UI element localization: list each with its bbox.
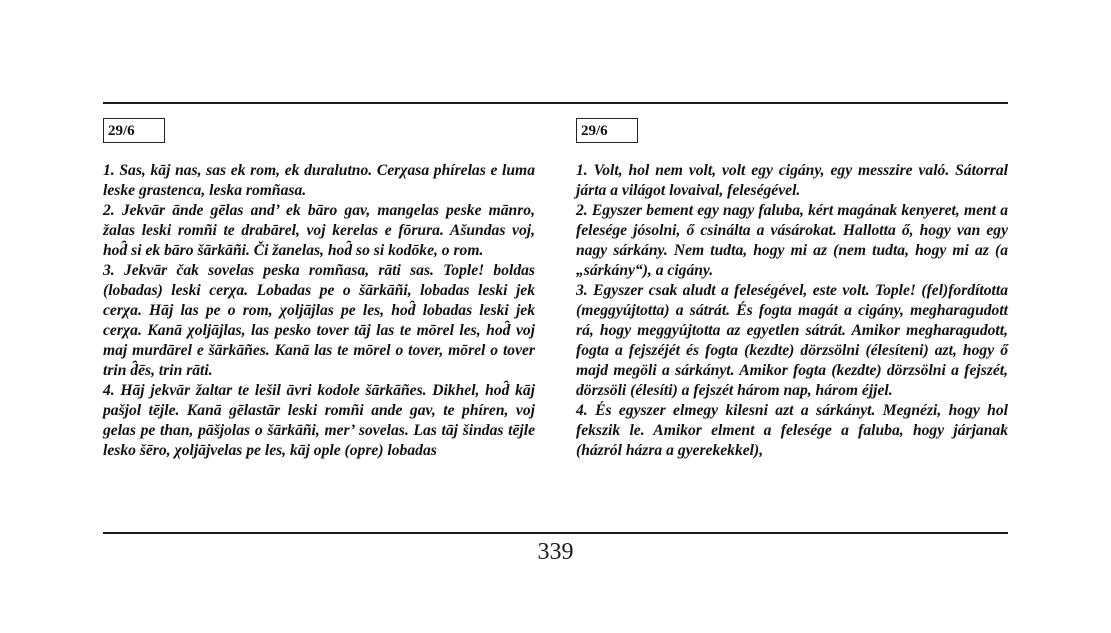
romani-paragraph-2: 2. Jekvār ānde gēlas and’ ek bāro gav, mangelas peske mānro, žalas leski romñi te drabārel, voj kerelas e fōrura. Ašundas voj, hod̑ si ek bāro šārkāñi. Či žanelas, hod̑ so si kodōke, o rom. — [103, 202, 535, 259]
hungarian-paragraph-4: 4. És egyszer elmegy kilesni azt a sárkányt. Megnézi, hogy hol fekszik le. Amikor elment a felesége a faluba, hogy járjanak (házról házra a gyerekekkel), — [576, 402, 1008, 459]
reference-box-right: 29/6 — [576, 118, 638, 143]
reference-box-left: 29/6 — [103, 118, 165, 143]
top-rule — [103, 102, 1008, 104]
romani-paragraph-1: 1. Sas, kāj nas, sas ek rom, ek duralutno. Cerχasa phírelas e luma leske grastenca, leska romñasa. — [103, 162, 535, 199]
hungarian-text — [576, 161, 1008, 461]
romani-paragraph-4: 4. Hāj jekvār žaltar te lešil āvri kodole šārkāñes. Dikhel, hod̑ kāj pašjol tējle. Kanā gēlastār leski romñi ande gav, te phíren, voj gelas pe than, pāšjolas o šārkāñi, mer’ sovelas. Las tāj šindas tējle lesko šēro, χoljājvelas pe les, kāj ople (opre) lobadas — [103, 382, 535, 459]
hungarian-paragraph-3: 3. Egyszer csak aludt a feleségével, este volt. Tople! (fel)fordította (meggyújtotta) a sátrát. És fogta magát a cigány, megharagudott rá, hogy meggyújtotta az egyetlen sátrát. Amikor megharagudott, fogta a fejszéjét és fogta (kezdte) dörzsölni (élesíteni) azt, hogy ő majd megöli a sárkányt. Amikor fogta (kezdte) dörzsölni a fejszét, dörzsöli (élesíti) a fejszét három nap, három éjjel. — [576, 282, 1008, 399]
bottom-rule — [103, 532, 1008, 534]
romani-text — [103, 161, 535, 461]
romani-column — [103, 118, 535, 461]
hungarian-column — [576, 118, 1008, 461]
romani-paragraph-3: 3. Jekvār čak sovelas peska romñasa, rāti sas. Tople! boldas (lobadas) leski cerχa. Lobadas pe o šārkāñi, lobadas leski jek cerχa. Hāj las pe o rom, χoljājlas pe les, hod̑ lobadas leski jek cerχa. Kanā χoljājlas, las pesko tover tāj las te mōrel les, hod̑ voj maj murdārel e šārkāñes. Kanā las te mōrel o tover, mōrel o tover trin d̑ēs, trin rāti. — [103, 262, 535, 379]
hungarian-paragraph-1: 1. Volt, hol nem volt, volt egy cigány, egy messzire való. Sátorral járta a világot lovaival, feleségével. — [576, 162, 1008, 199]
page-number: 339 — [537, 539, 574, 565]
hungarian-paragraph-2: 2. Egyszer bement egy nagy faluba, kért magának kenyeret, ment a felesége jósolni, ő csinálta a vásárokat. Hallotta ő, hogy van egy nagy sárkány. Nem tudta, hogy mi az (nem tudta, hogy mi az (a „sárkány“), a cigány. — [576, 202, 1008, 279]
